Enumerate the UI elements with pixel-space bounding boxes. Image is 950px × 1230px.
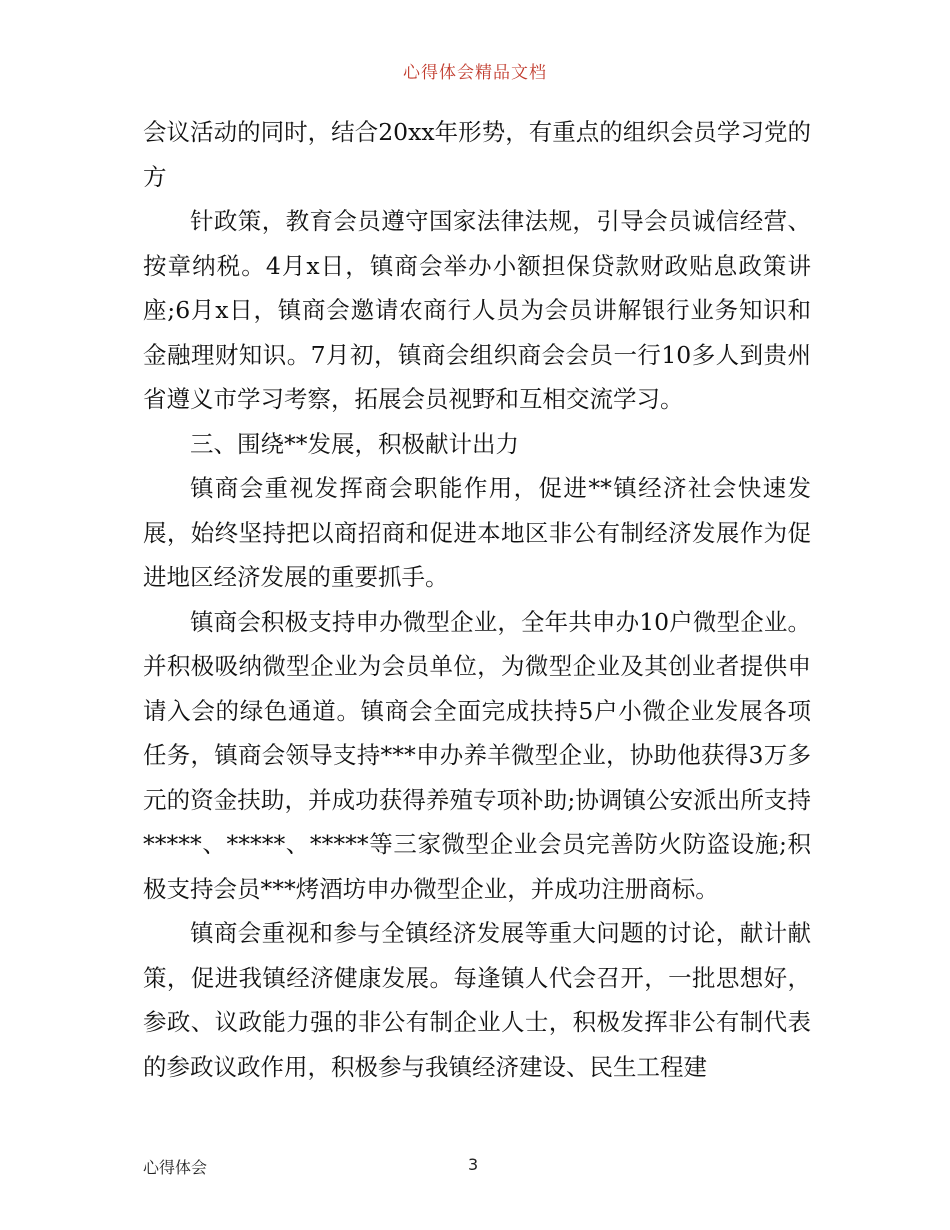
paragraph-3: 镇商会重视发挥商会职能作用，促进**镇经济社会快速发展，始终坚持把以商招商和促进本地区非公有制经济发展作为促进地区经济发展的重要抓手。 [143, 474, 811, 591]
paragraph-2: 针政策，教育会员遵守国家法律法规，引导会员诚信经营、按章纳税。4月x日，镇商会举办小额担保贷款财政贴息政策讲座;6月x日，镇商会邀请农商行人员为会员讲解银行业务知识和金融理财知识。7月初，镇商会组织商会会员一行10多人到贵州省遵义市学习考察，拓展会员视野和互相交流学习。 [143, 207, 811, 413]
paragraph-1: 会议活动的同时，结合20xx年形势，有重点的组织会员学习党的方 [143, 118, 811, 191]
document-body [143, 110, 811, 1089]
paragraph-5: 镇商会重视和参与全镇经济发展等重大问题的讨论，献计献策，促进我镇经济健康发展。每逢镇人代会召开，一批思想好，参政、议政能力强的非公有制企业人士，积极发挥非公有制代表的参政议政作用，积极参与我镇经济建设、民生工程建 [143, 919, 811, 1081]
paragraph-4: 镇商会积极支持申办微型企业，全年共申办10户微型企业。并积极吸纳微型企业为会员单位，为微型企业及其创业者提供申请入会的绿色通道。镇商会全面完成扶持5户小微企业发展各项任务，镇商会领导支持***申办养羊微型企业，协助他获得3万多元的资金扶助，并成功获得养殖专项补助;协调镇公安派出所支持*****、*****、*****等三家微型企业会员完善防火防盗设施;积极支持会员***烤酒坊申办微型企业，并成功注册商标。 [143, 607, 811, 903]
footer-label: 心得体会 [143, 1158, 208, 1177]
page-number: 3 [468, 1155, 479, 1174]
section-heading: 三、围绕**发展，积极献计出力 [190, 429, 519, 458]
page-header-title: 心得体会精品文档 [403, 63, 547, 83]
